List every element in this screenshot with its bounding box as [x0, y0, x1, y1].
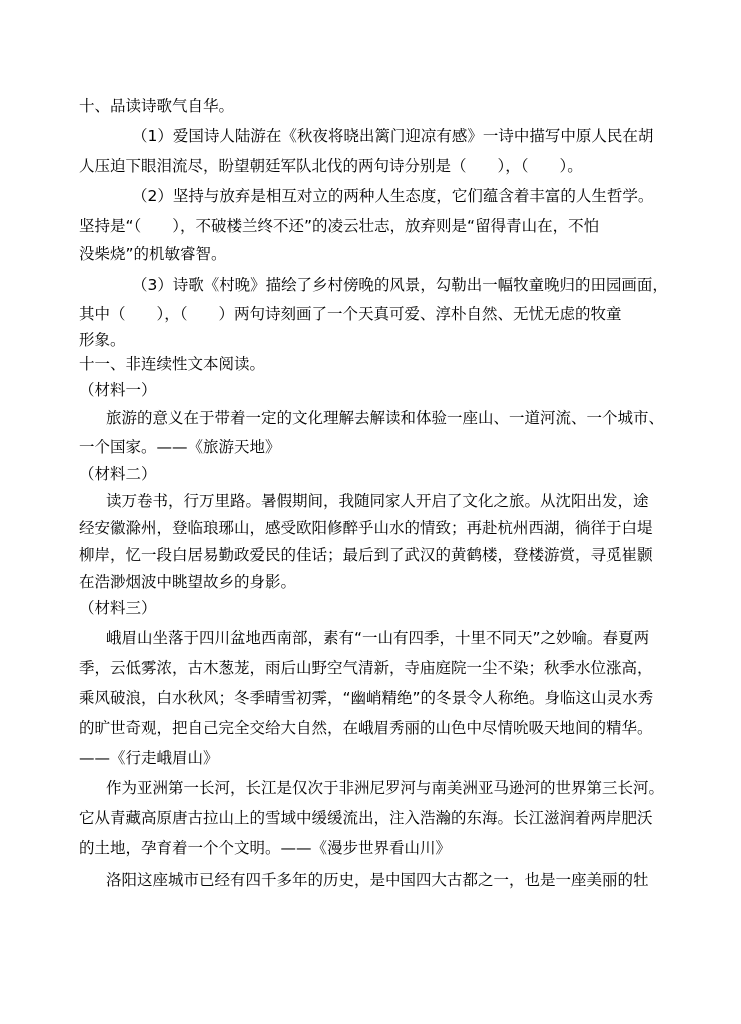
material1-line-1: 旅游的意义在于带着一定的文化理解去解读和体验一座山、一道河流、一个城市、 — [106, 409, 665, 427]
section10-heading: 十、品读诗歌气自华。 — [79, 97, 235, 115]
material3-label: （材料三） — [79, 599, 157, 617]
material3-p2-line-3: 的土地，孕育着一个个文明。——《漫步世界看山川》 — [79, 839, 452, 857]
material1-label: （材料一） — [79, 381, 157, 399]
material3-p1-line-4: 的旷世奇观，把自己完全交给大自然，在峨眉秀丽的山色中尽情吮吸天地间的精华。 — [79, 719, 653, 737]
q1-line-2: 人压迫下眼泪流尽，盼望朝廷军队北伐的两句诗分别是（ ），（ ）。 — [79, 157, 583, 175]
material3-p3-line-1: 洛阳这座城市已经有四千多年的历史，是中国四大古都之一，也是一座美丽的牡 — [106, 871, 649, 889]
material3-p1-line-1: 峨眉山坐落于四川盆地西南部，素有“一山有四季，十里不同天”之妙喻。春夏两 — [106, 629, 650, 647]
material1-line-2: 一个国家。——《旅游天地》 — [79, 438, 281, 456]
q2-line-1: （2）坚持与放弃是相互对立的两种人生态度，它们蕴含着丰富的人生哲学。 — [132, 187, 654, 205]
material2-label: （材料二） — [79, 465, 157, 483]
q3-line-2: 其中（ ），（ ）两句诗刻画了一个天真可爱、淳朴自然、无忧无虑的牧童 — [79, 305, 622, 323]
material2-line-2: 经安徽滁州，登临琅琊山，感受欧阳修醉乎山水的情致；再赴杭州西湖，徜徉于白堤 — [79, 519, 653, 537]
material3-p1-line-2: 季，云低雾浓，古木葱茏，雨后山野空气清新，寺庙庭院一尘不染；秋季水位涨高， — [79, 659, 653, 677]
q2-line-3: 没柴烧”的机敏睿智。 — [79, 245, 227, 263]
material2-line-4: 在浩渺烟波中眺望故乡的身影。 — [79, 573, 297, 591]
q3-line-1: （3）诗歌《村晚》描绘了乡村傍晚的风景，勾勒出一幅牧童晚归的田园画面， — [132, 276, 668, 294]
material3-p1-line-5: ——《行走峨眉山》 — [79, 749, 219, 767]
material3-p2-line-1: 作为亚洲第一长河，长江是仅次于非洲尼罗河与南美洲亚马逊河的世界第三长河。 — [106, 779, 665, 797]
q3-line-3: 形象。 — [79, 331, 126, 349]
section11-heading: 十一、非连续性文本阅读。 — [79, 355, 266, 373]
material2-line-3: 柳岸，忆一段白居易勤政爱民的佳话；最后到了武汉的黄鹤楼，登楼游赏，寻觅崔颢 — [79, 546, 653, 564]
material3-p2-line-2: 它从青藏高原唐古拉山上的雪域中缓缓流出，注入浩瀚的东海。长江滋润着两岸肥沃 — [79, 809, 653, 827]
q2-line-2: 坚持是“（ ），不破楼兰终不还”的凌云壮志，放弃则是“留得青山在，不怕 — [79, 217, 600, 235]
material3-p1-line-3: 乘风破浪，白水秋风；冬季晴雪初霁，“幽峭精绝”的冬景令人称绝。身临这山灵水秀 — [79, 689, 654, 707]
material2-line-1: 读万卷书，行万里路。暑假期间，我随同家人开启了文化之旅。从沈阳出发，途 — [106, 492, 649, 510]
q1-line-1: （1）爱国诗人陆游在《秋夜将晓出篱门迎凉有感》一诗中描写中原人民在胡 — [132, 127, 654, 145]
